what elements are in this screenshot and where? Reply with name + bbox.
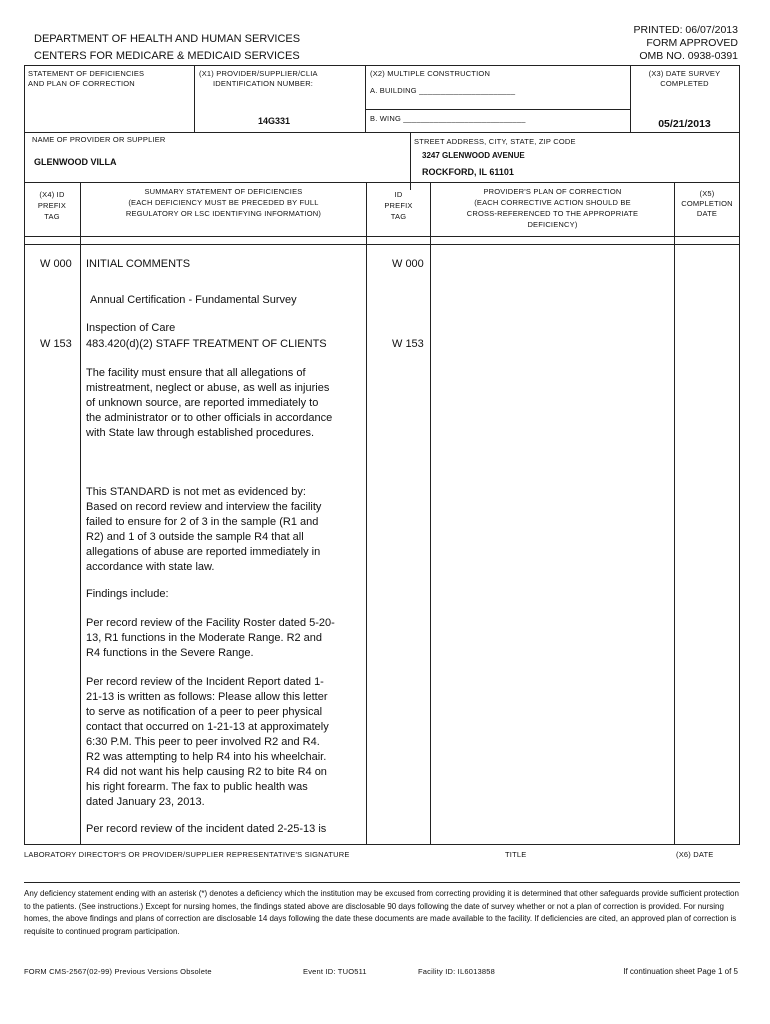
plan-header-2: (EACH CORRECTIVE ACTION SHOULD BE [474, 198, 631, 207]
inspection-of-care: Inspection of Care [86, 322, 176, 334]
tag-label: TAG [390, 212, 407, 221]
initial-comments: INITIAL COMMENTS [86, 258, 191, 270]
id-label: ID [394, 190, 403, 199]
title-label: TITLE [505, 850, 527, 859]
building-label: A. BUILDING ______________________ [370, 86, 516, 95]
summary-header-1: SUMMARY STATEMENT OF DEFICIENCIES [144, 187, 303, 196]
provider-id: 14G331 [258, 116, 291, 126]
x5-label: (X5) [699, 189, 715, 198]
prefix-label: PREFIX [384, 201, 413, 210]
tag-w000-right: W 000 [392, 258, 424, 270]
incident-2-25-13-finding: Per record review of the incident dated 2-25-13 is [86, 823, 327, 835]
tag-w153-left: W 153 [40, 338, 72, 350]
form-approved: FORM APPROVED [646, 37, 738, 49]
regulation-text: The facility must ensure that all allegations of mistreatment, neglect or abuse, as well as injuries of unknown source, are reported immediately to the administrator or to other officials in accordance with State law through established procedures. [86, 367, 333, 439]
x6-date-label: (X6) DATE [676, 850, 714, 859]
wing-label: B. WING ____________________________ [370, 114, 526, 123]
summary-header-3: REGULATORY OR LSC IDENTIFYING INFORMATION) [125, 209, 322, 218]
incident-report-finding: Per record review of the Incident Report dated 1-21-13 is written as follows: Please allow this letter to serve as notification of a peer to peer physical contact that occurred on 1-21-13 at approximately 6:30 P.M. This peer to peer involved R2 and R4. R2 was attempting to help R4 into his wheelchair. R4 did not want his help causing R2 to bite R4 on his right forearm. The fax to public health was dated January 23, 2013. [86, 676, 329, 808]
facility-roster-finding: Per record review of the Facility Roster dated 5-20-13, R1 functions in the Moderate Range. R2 and R4 functions in the Severe Range. [86, 617, 335, 659]
signature-label: LABORATORY DIRECTOR'S OR PROVIDER/SUPPLIER REPRESENTATIVE'S SIGNATURE [24, 850, 350, 859]
address-line-1: 3247 GLENWOOD AVENUE [422, 151, 525, 160]
department-title: DEPARTMENT OF HEALTH AND HUMAN SERVICES [34, 33, 301, 45]
provider-name-label: NAME OF PROVIDER OR SUPPLIER [32, 135, 166, 144]
x4-prefix-label: PREFIX [37, 201, 67, 210]
plan-header-4: DEFICIENCY) [527, 220, 578, 229]
facility-id: Facility ID: IL6013858 [418, 967, 495, 976]
page-indicator: If continuation sheet Page 1 of 5 [623, 967, 738, 976]
event-id: Event ID: TUO511 [303, 967, 367, 976]
omb-number: OMB NO. 0938-0391 [639, 50, 738, 62]
x1-label-2: IDENTIFICATION NUMBER: [213, 79, 314, 88]
agency-title: CENTERS FOR MEDICARE & MEDICAID SERVICES [34, 50, 300, 62]
printed-date: PRINTED: 06/07/2013 [633, 24, 738, 36]
annual-survey: Annual Certification - Fundamental Survey [90, 294, 297, 306]
date-label: DATE [696, 209, 718, 218]
address-line-2: ROCKFORD, IL 61101 [422, 167, 514, 177]
completion-label: COMPLETION [681, 199, 733, 208]
x1-label: (X1) PROVIDER/SUPPLIER/CLIA [199, 69, 318, 78]
x2-label: (X2) MULTIPLE CONSTRUCTION [370, 69, 491, 78]
survey-date: 05/21/2013 [658, 118, 711, 130]
tag-w000-left: W 000 [40, 258, 72, 270]
plan-header-3: CROSS-REFERENCED TO THE APPROPRIATE [466, 209, 639, 218]
tag-w153-right: W 153 [392, 338, 424, 350]
x3-label: (X3) DATE SURVEY [648, 69, 721, 78]
provider-name: GLENWOOD VILLA [34, 157, 117, 167]
standard-not-met: This STANDARD is not met as evidenced by: Based on record review and interview the facility failed to ensure for 2 of 3 in the sample (R1 and R2) and 1 of 3 outside the sample R4 that all allegations of abuse are reported immediately in accordance with state law. [86, 486, 322, 573]
summary-header-2: (EACH DEFICIENCY MUST BE PRECEDED BY FULL [128, 198, 319, 207]
statement-label: STATEMENT OF DEFICIENCIES [28, 69, 145, 78]
regulation-title: 483.420(d)(2) STAFF TREATMENT OF CLIENTS [86, 338, 327, 350]
disclaimer: Any deficiency statement ending with an asterisk (*) denotes a deficiency which the institution may be excused from correcting providing it is determined that other safeguards provide sufficient protection to the patients. (See instructions.) Except for nursing homes, the findings stated above are disclosable 90 days following the date of survey whether or not a plan of correction is provided. For nursing homes, the above findings and plans of correction are disclosable 14 days following the date these documents are made available to the facility. If deficiencies are cited, an approved plan of correction is requisite to continued program participation. [24, 889, 739, 936]
x4-id-label: (X4) ID [39, 190, 65, 199]
form-number: FORM CMS-2567(02-99) Previous Versions Obsolete [24, 967, 212, 976]
x3-label-2: COMPLETED [660, 79, 709, 88]
x4-tag-label: TAG [44, 212, 60, 221]
plan-header-1: PROVIDER'S PLAN OF CORRECTION [483, 187, 622, 196]
statement-label-2: AND PLAN OF CORRECTION [28, 79, 135, 88]
address-label: STREET ADDRESS, CITY, STATE, ZIP CODE [414, 137, 576, 146]
findings-include: Findings include: [86, 588, 169, 600]
